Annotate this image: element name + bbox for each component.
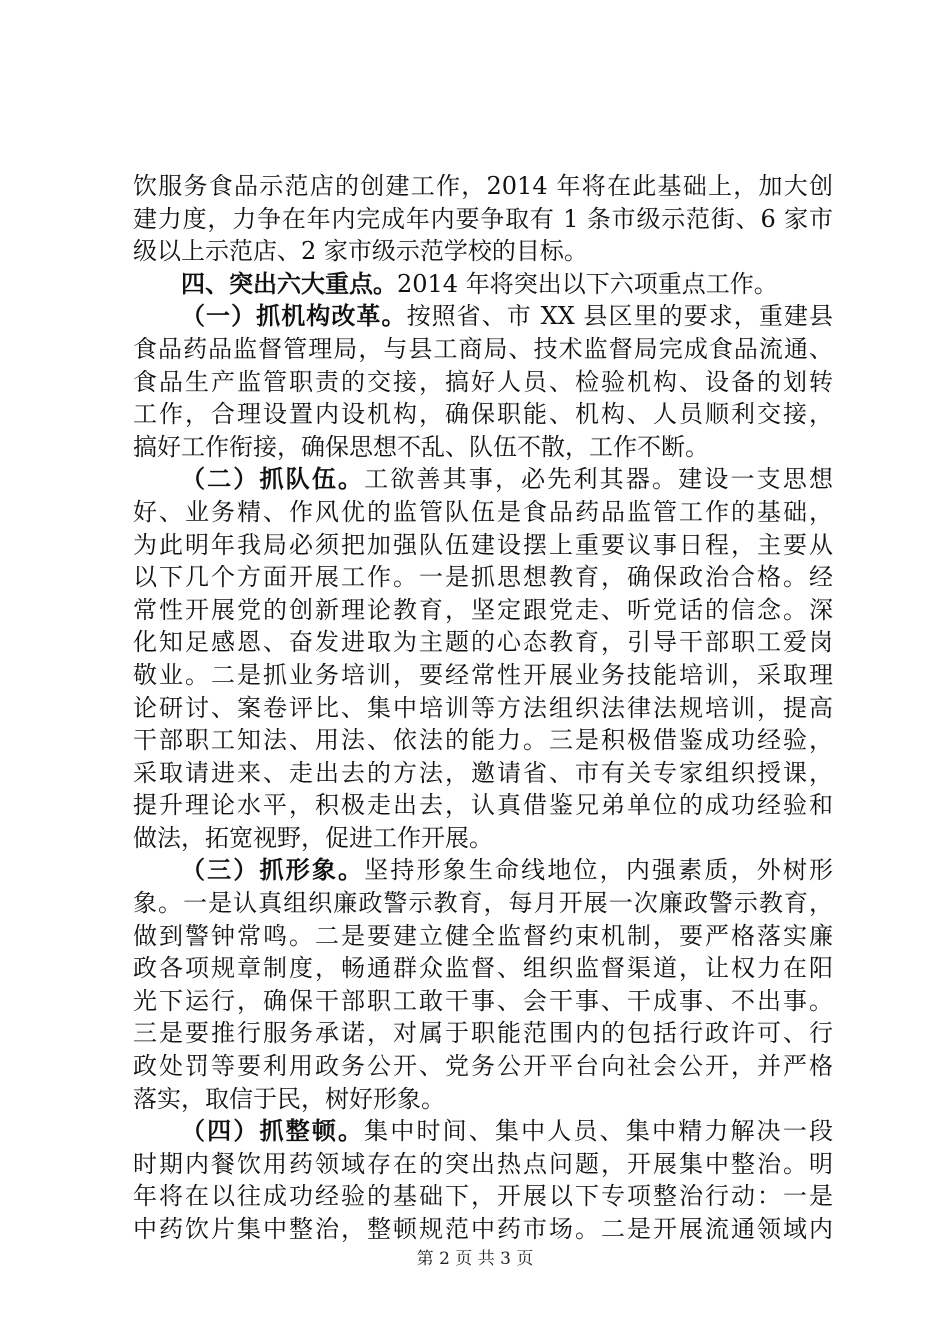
body-line: 级以上示范店、2 家市级示范学校的目标。 (133, 237, 588, 266)
body-line: 做到警钟常鸣。二是要建立健全监督约束机制，要严格落实廉 (133, 921, 833, 950)
body-line: 政各项规章制度，畅通群众监督、组织监督渠道，让权力在阳 (133, 954, 833, 983)
body-line: 以下几个方面开展工作。一是抓思想教育，确保政治合格。经 (133, 563, 833, 592)
body-line: 化知足感恩、奋发进取为主题的心态教育，引导干部职工爱岗 (133, 628, 833, 657)
subsection-heading: （三）抓形象。 (181, 855, 365, 885)
body-line: 食品生产监管职责的交接，搞好人员、检验机构、设备的划转 (133, 367, 833, 396)
body-line: 光下运行，确保干部职工敢干事、会干事、干成事、不出事。 (133, 986, 833, 1015)
document-body (133, 170, 833, 1246)
body-line: 食品药品监督管理局，与县工商局、技术监督局完成食品流通、 (133, 334, 833, 363)
subsection-heading: （二）抓队伍。 (181, 464, 365, 494)
body-text: 集中时间、集中人员、集中精力解决一段 (364, 1117, 833, 1146)
subsection-heading-line (133, 463, 833, 496)
body-line: 政处罚等要利用政务公开、党务公开平台向社会公开，并严格 (133, 1052, 833, 1081)
subsection-heading: （四）抓整顿。 (181, 1116, 365, 1146)
section-heading-line (133, 268, 833, 301)
body-line: 工作，合理设置内设机构，确保职能、机构、人员顺利交接， (133, 400, 833, 429)
body-line: 年将在以往成功经验的基础下，开展以下专项整治行动：一是 (133, 1182, 833, 1211)
body-text: 坚持形象生命线地位，内强素质，外树形 (364, 856, 833, 885)
body-text: 按照省、市 XX 县区里的要求，重建县 (406, 302, 833, 331)
body-line: 提升理论水平，积极走出去，认真借鉴兄弟单位的成功经验和 (133, 791, 833, 820)
body-line: 做法，拓宽视野，促进工作开展。 (133, 823, 493, 852)
subsection-heading-line (133, 300, 833, 333)
body-line: 论研讨、案卷评比、集中培训等方法组织法律法规培训，提高 (133, 693, 833, 722)
body-line: 象。一是认真组织廉政警示教育，每月开展一次廉政警示教育， (133, 889, 833, 918)
body-line: 好、业务精、作风优的监管队伍是食品药品监管工作的基础， (133, 497, 833, 526)
body-line: 饮服务食品示范店的创建工作，2014 年将在此基础上，加大创 (133, 172, 833, 200)
section-heading: 四、突出六大重点。 (181, 268, 397, 298)
body-line: 建力度，力争在年内完成年内要争取有 1 条市级示范街、6 家市 (133, 204, 833, 233)
subsection-heading-line (133, 1115, 833, 1148)
body-line: 搞好工作衔接，确保思想不乱、队伍不散，工作不断。 (133, 432, 709, 461)
body-line: 三是要推行服务承诺，对属于职能范围内的包括行政许可、行 (133, 1019, 833, 1048)
body-line: 采取请进来、走出去的方法，邀请省、市有关专家组织授课， (133, 758, 833, 787)
body-line: 时期内餐饮用药领域存在的突出热点问题，开展集中整治。明 (133, 1149, 833, 1178)
body-line: 常性开展党的创新理论教育，坚定跟党走、听党话的信念。深 (133, 595, 833, 624)
body-line: 干部职工知法、用法、依法的能力。三是积极借鉴成功经验， (133, 726, 833, 755)
body-text: 工欲善其事，必先利其器。建设一支思想 (364, 465, 833, 494)
body-line: 落实，取信于民，树好形象。 (133, 1084, 445, 1113)
subsection-heading: （一）抓机构改革。 (181, 301, 407, 331)
body-line: 中药饮片集中整治，整顿规范中药市场。二是开展流通领域内 (133, 1215, 833, 1243)
body-text: 2014 年将突出以下六项重点工作。 (397, 269, 778, 298)
subsection-heading-line (133, 854, 833, 887)
body-line: 为此明年我局必须把加强队伍建设摆上重要议事日程，主要从 (133, 530, 833, 559)
body-line: 敬业。二是抓业务培训，要经常性开展业务技能培训，采取理 (133, 660, 833, 689)
page-footer: 第 2 页 共 3 页 (416, 1249, 534, 1269)
